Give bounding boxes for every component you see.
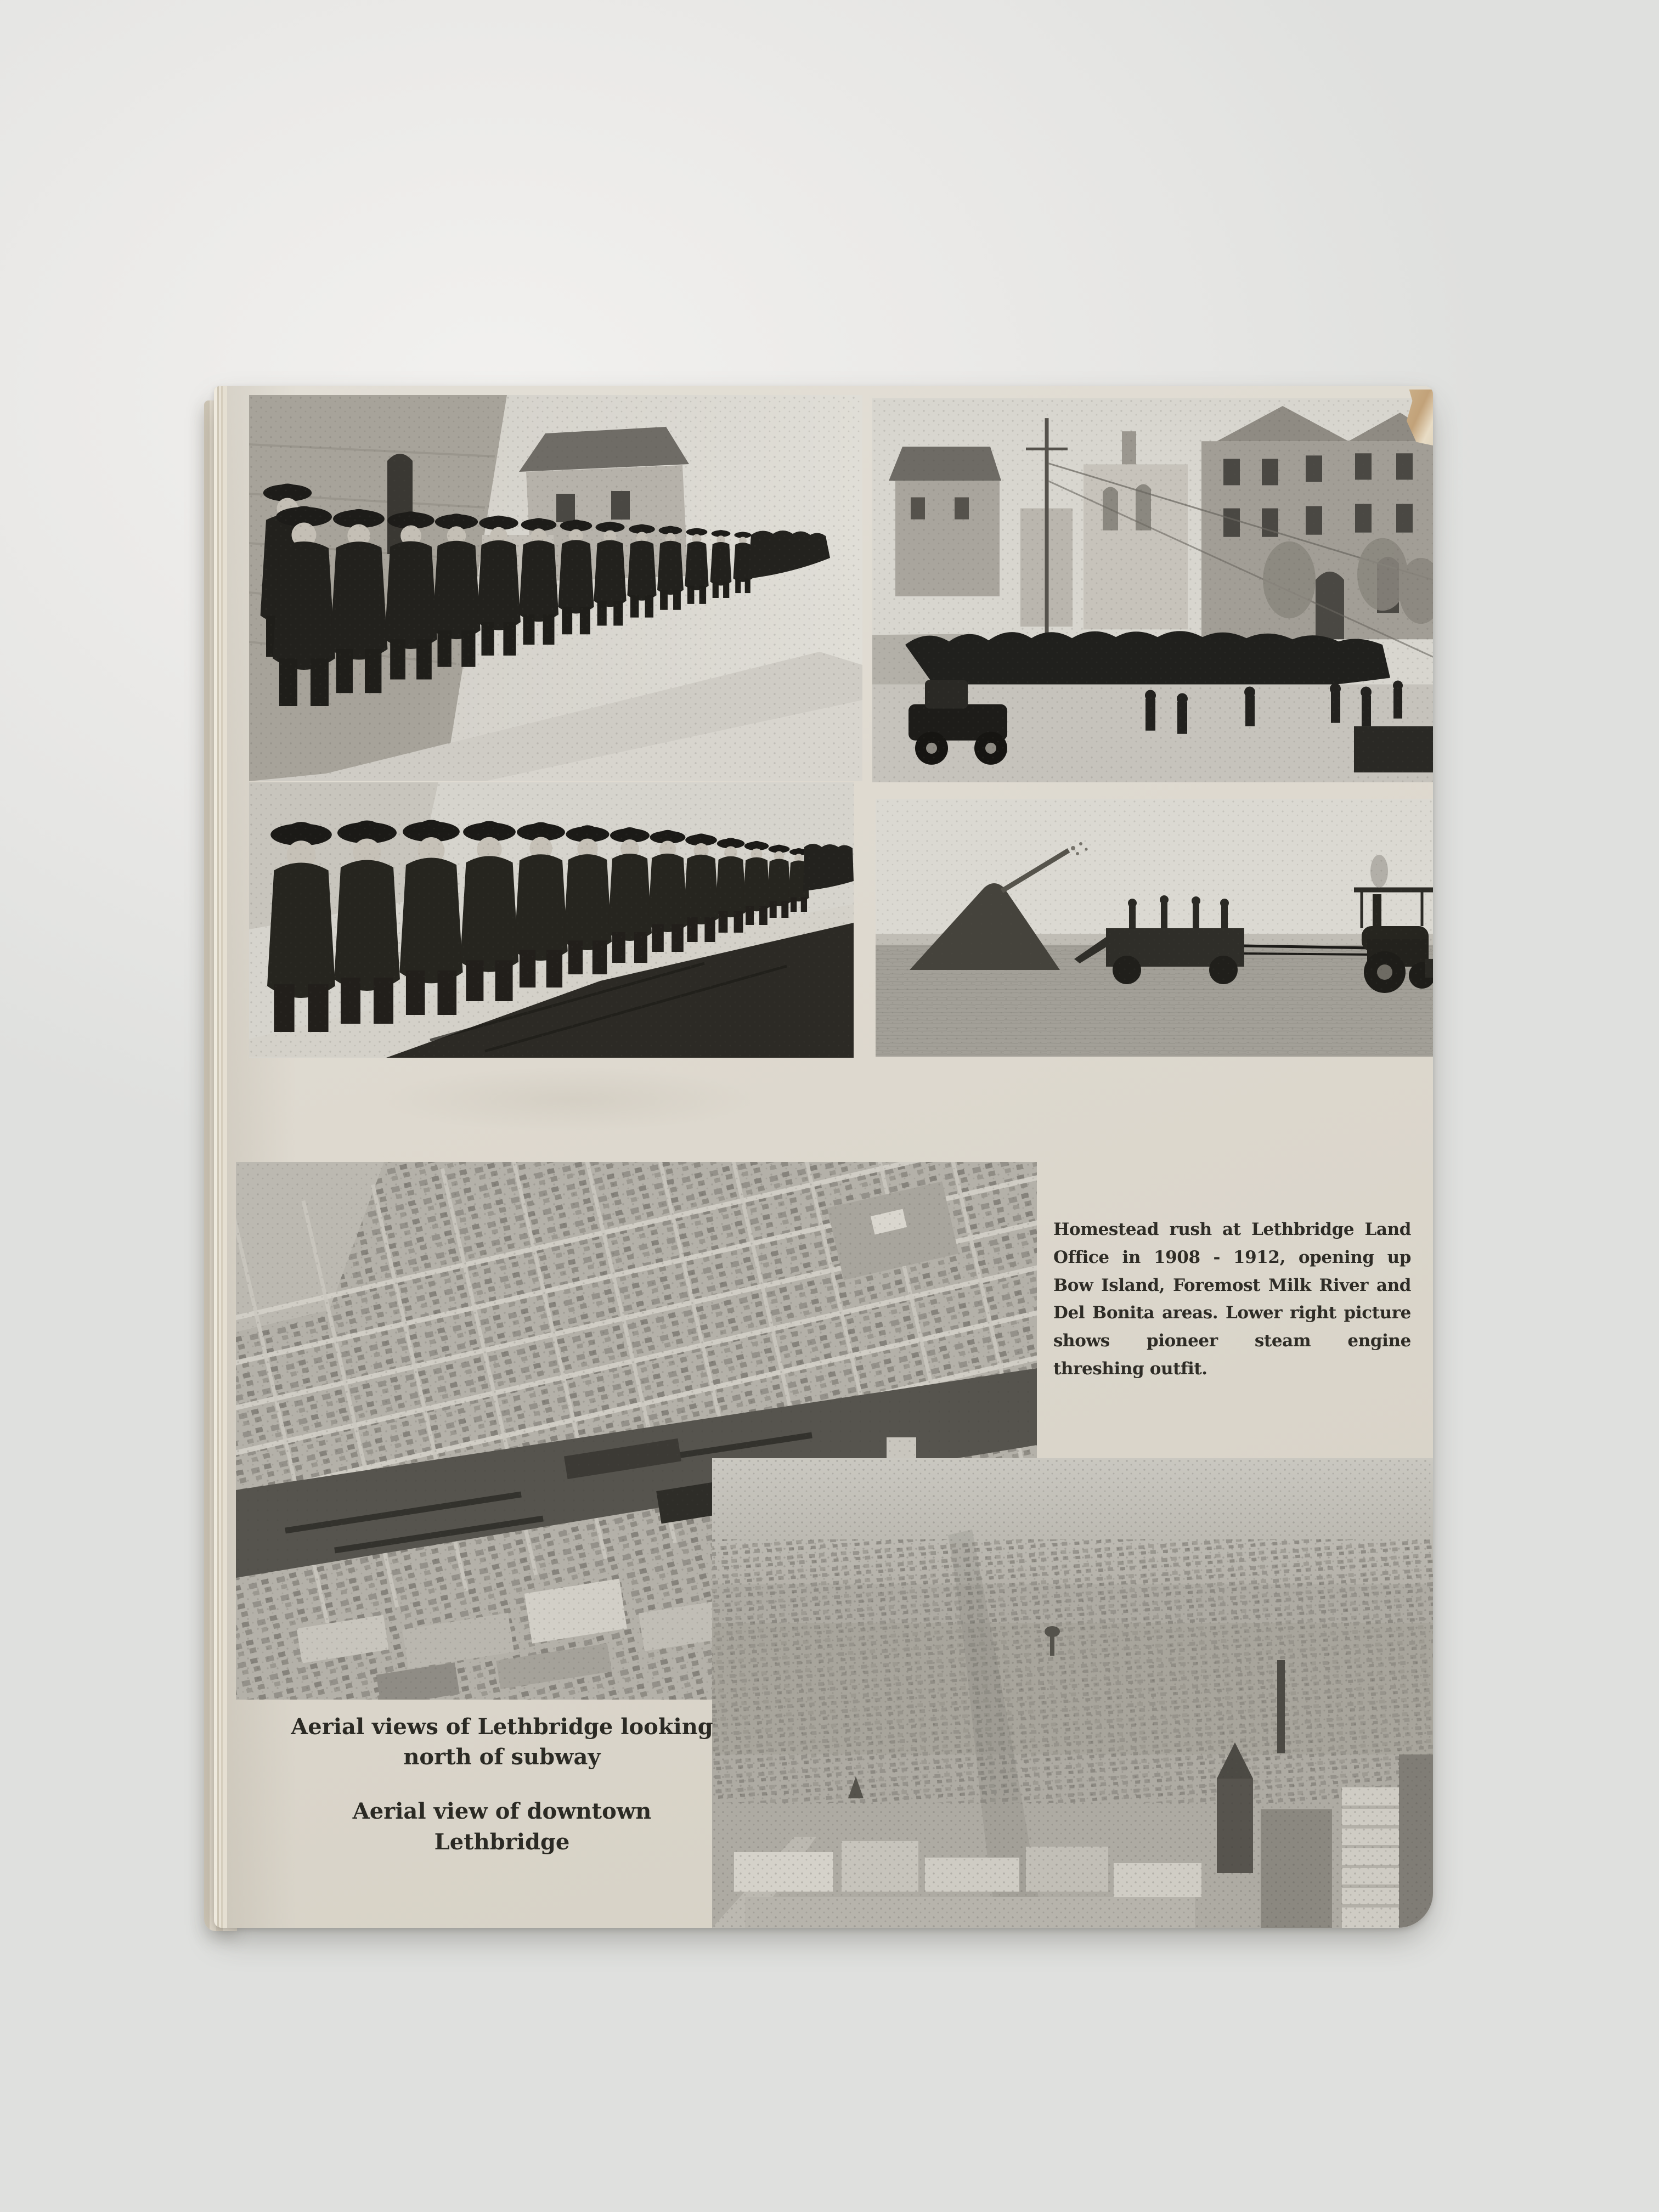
photo-captions xyxy=(285,1712,719,1857)
photo-threshing-outfit xyxy=(876,799,1433,1057)
photo-land-office-queue xyxy=(249,395,862,781)
caption-paragraph: Homestead rush at Lethbridge Land Office in 1908 - 1912, opening up Bow Island, Foremost Milk River and Del Bonita areas. Lower right picture shows pioneer steam engine threshing outfit. xyxy=(1053,1220,1411,1379)
caption-downtown: Aerial view of downtown Lethbridge xyxy=(352,1798,652,1855)
caption-aerial-views-line2: north of subway xyxy=(403,1744,601,1770)
print-showthrough-smudge xyxy=(379,1066,763,1132)
caption-aerial-views-line1: Aerial views of Lethbridge looking xyxy=(291,1714,713,1740)
booklet-page xyxy=(214,386,1433,1928)
caption-spacer xyxy=(285,1772,719,1796)
photo-aerial-downtown xyxy=(712,1458,1433,1928)
photo-homesteader-line xyxy=(249,782,854,1058)
photo-land-office-crowd xyxy=(872,398,1433,782)
page-fore-edge xyxy=(214,386,227,1928)
